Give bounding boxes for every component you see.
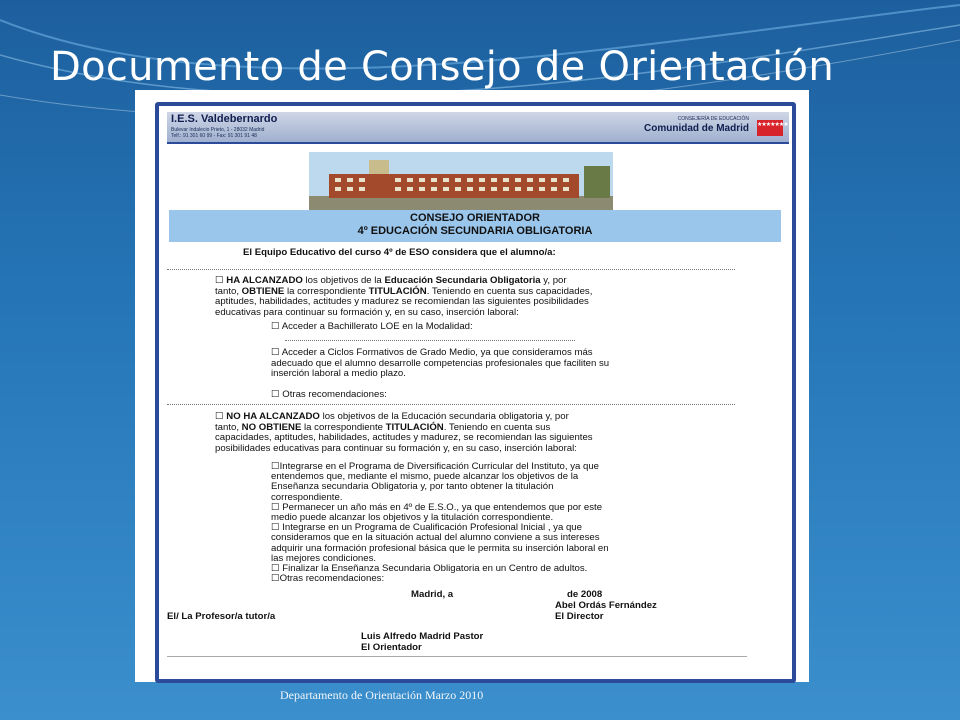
separator-1 bbox=[167, 269, 735, 270]
achieved-text: y, por bbox=[540, 275, 567, 286]
not-achieved-option-line: ☐Integrarse en el Programa de Diversificación Curricular del Instituto, ya que bbox=[271, 461, 600, 472]
not-achieved-option-line: entendemos que, mediante el mismo, puede alcanzar los objetivos de la bbox=[271, 471, 579, 483]
option-otras-1: ☐ Otras recomendaciones: bbox=[271, 389, 387, 400]
school-building-photo bbox=[309, 152, 613, 214]
not-achieved-bold-text: NO HA ALCANZADO bbox=[226, 411, 320, 422]
achieved-text: ☐ bbox=[215, 275, 227, 286]
not-achieved-option-line: las mejores condiciones. bbox=[271, 552, 377, 564]
not-achieved-option-line: ☐ Permanecer un año más en 4º de E.S.O., ya que entendemos que por este bbox=[271, 501, 603, 513]
not-achieved-bold-text: TITULACIÓN bbox=[385, 421, 444, 433]
not-achieved-option-line: medio puede alcanzar los objetivos y la titulación correspondiente. bbox=[271, 512, 554, 523]
achieved-text: educativas para continuar su formación y, en su caso, inserción laboral: bbox=[215, 306, 519, 318]
not-achieved-text: posibilidades educativas para continuar su formación y, en su caso, inserción laboral: bbox=[215, 442, 577, 454]
not-achieved-text: ☐ bbox=[215, 411, 227, 422]
band-title-line1: CONSEJO ORIENTADOR bbox=[410, 212, 540, 224]
document-image bbox=[135, 90, 809, 682]
not-achieved-option-line: ☐Otras recomendaciones: bbox=[271, 573, 385, 585]
comunidad-label: Comunidad de Madrid bbox=[644, 123, 749, 134]
not-achieved-text: . Teniendo en cuenta sus bbox=[443, 421, 551, 433]
ciclos-line: ☐ Acceder a Ciclos Formativos de Grado Medio, ya que consideramos más bbox=[271, 347, 593, 358]
modality-fill-line bbox=[285, 340, 575, 341]
separator-2 bbox=[167, 404, 735, 405]
not-achieved-option-line: ☐ Finalizar la Enseñanza Secundaria Obligatoria en un Centro de adultos. bbox=[271, 563, 588, 574]
not-achieved-option-line: adquirir una formación profesional básica que le permita su inserción laboral en bbox=[271, 542, 609, 554]
consejeria-label: CONSEJERÍA DE EDUCACIÓN bbox=[677, 116, 749, 122]
achieved-bold-text: TITULACIÓN bbox=[368, 285, 427, 297]
not-achieved-option-line: correspondiente. bbox=[271, 491, 343, 503]
achieved-line bbox=[215, 308, 519, 318]
option-bachillerato: ☐ Acceder a Bachillerato LOE en la Modalidad: bbox=[271, 321, 473, 332]
ciclos-line: adecuado que el alumno desarrolle competencias profesionales que faciliten su bbox=[271, 357, 610, 369]
achieved-text: aptitudes, habilidades, actitudes y madurez se recomiendan las siguientes posibilidades bbox=[215, 296, 589, 307]
achieved-text: tanto, bbox=[215, 285, 242, 297]
madrid-flag-logo: ★★★★★★★ bbox=[757, 120, 783, 136]
orientador-name: Luis Alfredo Madrid Pastor bbox=[361, 631, 484, 642]
not-achieved-option-line: ☐ Integrarse en un Programa de Cualificación Profesional Inicial , ya que bbox=[271, 522, 582, 534]
bottom-rule bbox=[167, 656, 747, 657]
school-address: Bulevar Indalecio Prieto, 1 - 28032 Madrid Telf.: 91 301 60 99 - Fax: 91 301 91 48 bbox=[171, 127, 265, 139]
slide-title: Documento de Consejo de Orientación bbox=[50, 44, 834, 90]
slide-footer: Departamento de Orientación Marzo 2010 bbox=[280, 688, 484, 702]
achieved-text: . Teniendo en cuenta sus capacidades, bbox=[426, 285, 593, 297]
achieved-text: los objetivos de la bbox=[302, 275, 385, 286]
tutor-label: El/ La Profesor/a tutor/a bbox=[167, 611, 276, 622]
band-title-line2: 4º EDUCACIÓN SECUNDARIA OBLIGATORIA bbox=[357, 225, 593, 237]
not-achieved-line bbox=[215, 444, 577, 454]
not-achieved-text: tanto, bbox=[215, 421, 242, 433]
orientador-label: El Orientador bbox=[361, 642, 422, 653]
achieved-bold-text: OBTIENE bbox=[241, 285, 285, 297]
not-achieved-bold-text: NO OBTIENE bbox=[241, 421, 302, 433]
signature-year: de 2008 bbox=[567, 589, 603, 600]
title-band bbox=[169, 210, 781, 242]
intro-text: El Equipo Educativo del curso 4º de ESO considera que el alumno/a: bbox=[243, 247, 556, 258]
director-name: Abel Ordás Fernández bbox=[555, 600, 657, 611]
document-header bbox=[167, 112, 789, 144]
achieved-bold-text: Educación Secundaria Obligatoria bbox=[384, 275, 541, 286]
achieved-text: la correspondiente bbox=[284, 285, 369, 297]
document-frame bbox=[155, 102, 796, 683]
not-achieved-text: capacidades, aptitudes, habilidades, actitudes y madurez, se recomiendan las siguientes bbox=[215, 432, 593, 443]
not-achieved-option-line: Enseñanza secundaria Obligatoria y, por tanto obtener la titulación bbox=[271, 481, 554, 493]
ciclos-line: inserción laboral a medio plazo. bbox=[271, 368, 406, 379]
achieved-bold-text: HA ALCANZADO bbox=[226, 275, 303, 286]
not-achieved-option-line: consideramos que en la situación actual del alumno conviene a sus intereses bbox=[271, 532, 600, 544]
not-achieved-text: la correspondiente bbox=[301, 421, 386, 433]
director-label: El Director bbox=[555, 611, 604, 622]
school-name: I.E.S. Valdebernardo bbox=[171, 113, 278, 125]
not-achieved-text: los objetivos de la Educación secundaria obligatoria y, por bbox=[319, 411, 569, 422]
signature-place: Madrid, a bbox=[411, 589, 454, 600]
